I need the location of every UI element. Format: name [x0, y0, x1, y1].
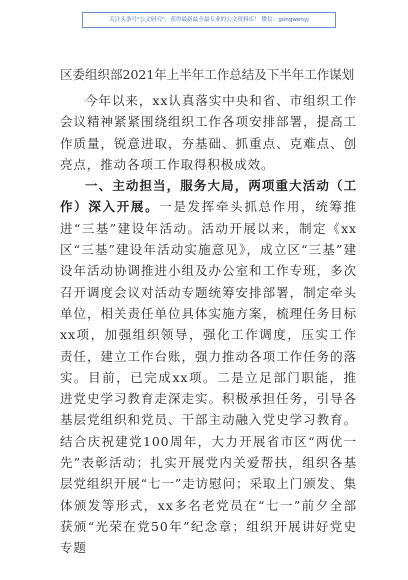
section-1-body: 一是发挥牵头抓总作用，统筹推进“三基”建设年活动。活动开展以来，制定《xx区“三基”建设年活动实施意见》，成立区“三基”建设年活动协调推进小组及办公室和工作专班，多次召开调度会议对活动专题统筹安排部署，制定牵头单位，相关责任单位具体实施方案，梳理任务目标xx项，加强组织领导，强化工作调度，压实工作责任，建立工作台账，强力推动各项工作任务的落实。目前，已完成xx项。二是立足部门职能，推进党史学习教育走深走实。积极承担任务，引导各基层党组织和党员、干部主动融入党史学习教育。结合庆祝建党100周年，大力开展省市区“两优一先”表彰活动；扎实开展党内关爱帮扶，组织各基层党组织开展“七一”走访慰问；采取上门颁发、集体颁发等形式，xx多名老党员在“七一”前夕全部获颁“光荣在党50年”纪念章；组织开展讲好党史专题 [60, 199, 357, 556]
document-title: 区委组织部2021年上半年工作总结及下半年工作谋划 [60, 67, 355, 82]
document-page [60, 66, 357, 559]
promo-banner: 关注头条号"公文研究"，获得最新最全最专业的公文资料库！ 微信：gongwenyj [82, 12, 336, 28]
section-1-paragraph [60, 175, 357, 558]
section-1-heading: 一、主动担当，服务大局，两项重大活动（工作）深入开展。 [60, 178, 357, 215]
intro-paragraph: 今年以来，xx认真落实中央和省、市组织工作会议精神紧紧围绕组织工作各项安排部署，提高工作质量，锐意进取，夯基础、抓重点、克难点、创亮点，推动各项工作取得积极成效。 [60, 93, 357, 172]
